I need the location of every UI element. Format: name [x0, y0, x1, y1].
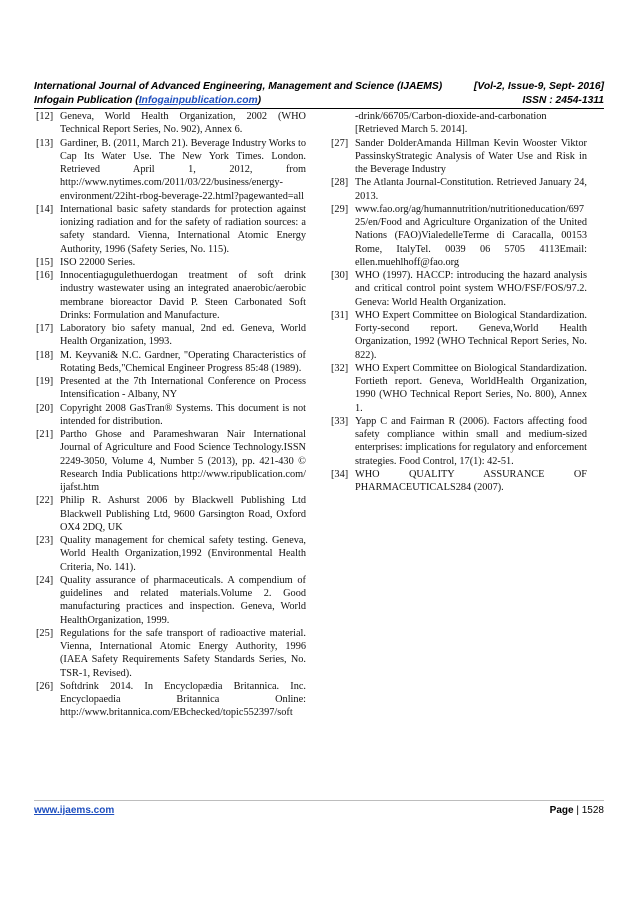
reference-number: [31]	[331, 309, 349, 321]
reference-text: WHO Expert Committee on Biological Standardization. Forty-second report. Geneva,World Health Organization, 1992 (WHO Technical Report Series, No. 822).	[355, 309, 587, 361]
reference-number: [18]	[36, 349, 54, 361]
reference-text: Quality management for chemical safety testing. Geneva, World Health Organization,1992 (Environmental Health Criteria, No. 141).	[60, 535, 306, 573]
reference-number: [21]	[36, 429, 54, 440]
reference-item	[36, 627, 306, 680]
reference-number: [14]	[36, 203, 54, 215]
page-indicator: Page | 1528	[549, 805, 604, 816]
reference-item	[331, 415, 587, 468]
reference-item	[331, 203, 587, 269]
reference-item	[331, 176, 587, 203]
reference-item	[331, 269, 587, 309]
reference-text: Innocentiagugulethuerdogan treatment of soft drink industry wastewater using an integrated anaerobic/aerobic membrane bioreactor David P. Steen Carbonated Soft Drinks: Formulation and Manufacture.	[60, 270, 306, 321]
reference-number: [27]	[331, 137, 349, 149]
reference-number: [25]	[36, 627, 54, 639]
reference-item	[36, 110, 306, 137]
reference-item	[36, 137, 306, 203]
reference-item	[36, 402, 306, 429]
reference-text: Quality assurance of pharmaceuticals. A compendium of guidelines and related materials.Volume 2. Good manufacturing practices and inspection. Geneva, World HealthOrganization, 1999.	[60, 574, 306, 626]
reference-text: WHO (1997). HACCP: introducing the hazard analysis and critical control point system WHO/FSF/FOS/97.2. Geneva: World Health Organization.	[355, 270, 587, 308]
reference-item	[331, 468, 587, 495]
reference-continuation: -drink/66705/Carbon-dioxide-and-carbonation [Retrieved March 5. 2014].	[355, 111, 547, 136]
header-line-2	[34, 94, 604, 108]
reference-number: [20]	[36, 402, 54, 414]
reference-item	[36, 322, 306, 349]
publisher: Infogain Publication (Infogainpublication.com)	[34, 94, 262, 106]
header-line-1	[34, 80, 604, 94]
reference-number: [23]	[36, 535, 54, 546]
reference-item	[36, 203, 306, 256]
reference-number: [13]	[36, 137, 54, 149]
reference-item	[36, 574, 306, 627]
reference-text: Partho Ghose and Parameshwaran Nair International Journal of Agriculture and Food Science Technology.ISSN 2249-3050, Volume 4, Number 5 (2013), pp. 421-430 © Research India Publications http://www.ripublication.com/ ijafst.htm	[60, 429, 306, 493]
reference-number: [19]	[36, 376, 54, 387]
website-link[interactable]: www.ijaems.com	[34, 805, 115, 816]
reference-text: The Atlanta Journal-Constitution. Retrieved January 24, 2013.	[355, 177, 587, 202]
reference-item	[36, 349, 306, 376]
journal-title: International Journal of Advanced Engineering, Management and Science (IJAEMS)	[34, 81, 443, 92]
reference-number: [22]	[36, 495, 54, 507]
reference-number: [30]	[331, 270, 349, 281]
reference-number: [28]	[331, 177, 349, 189]
volume-issue: [Vol-2, Issue-9, Sept- 2016]	[473, 81, 604, 92]
reference-text: ISO 22000 Series.	[60, 256, 136, 268]
reference-number: [34]	[331, 468, 349, 480]
publisher-link[interactable]: Infogainpublication.com	[138, 94, 258, 106]
right-column	[331, 110, 587, 494]
footer-rule	[34, 800, 604, 801]
reference-number: [15]	[36, 256, 54, 268]
reference-text: M. Keyvani& N.C. Gardner, "Operating Characteristics of Rotating Beds,"Chemical Engineer Progress 85:48 (1989).	[60, 349, 306, 374]
reference-text: WHO Expert Committee on Biological Standardization. Fortieth report. Geneva, WorldHealth Organization, 1990 (WHO Technical Report Series, No. 800), Annex 1.	[355, 362, 587, 414]
reference-text: Laboratory bio safety manual, 2nd ed. Geneva, World Health Organization, 1993.	[60, 323, 306, 348]
reference-text: Yapp C and Fairman R (2006). Factors affecting food safety compliance within small and medium-sized enterprises: implications for regulatory and enforcement strategies. Food Control, 17(1): 42-51.	[355, 415, 587, 467]
reference-text: Sander DolderAmanda Hillman Kevin Wooster Viktor PassinskyStrategic Analysis of Water Use and Risk in the Beverage Industry	[355, 137, 587, 175]
reference-item	[36, 256, 306, 269]
left-column	[36, 110, 306, 720]
reference-number: [33]	[331, 415, 349, 427]
reference-text: Softdrink 2014. In Encyclopædia Britannica. Inc. Encyclopaedia Britannica Online: http://www.britannica.com/EBchecked/topic552397/soft	[60, 680, 306, 719]
header-rule	[34, 108, 604, 109]
page-number: 1528	[581, 805, 604, 816]
reference-number: [29]	[331, 203, 349, 215]
reference-item	[331, 362, 587, 415]
reference-text: International basic safety standards for protection against ionizing radiation and for the safety of radiation sources: a safety standard. Vienna, International Atomic Energy Authority, 1996 (Safety Series, No. 115).	[60, 203, 306, 255]
reference-number: [32]	[331, 362, 349, 374]
reference-item	[36, 428, 306, 494]
reference-text: Gardiner, B. (2011, March 21). Beverage Industry Works to Cap Its Water Use. The New York Times. London. Retrieved April 1, 2012, from http://www.nytimes.com/2011/03/22/business/energy-environment/22iht-rbog-beverage-22.html?pagewanted=all	[60, 137, 306, 202]
reference-item	[331, 137, 587, 177]
issn: ISSN : 2454-1311	[522, 94, 604, 106]
reference-text: Geneva, World Health Organization, 2002 (WHO Technical Report Series, No. 902), Annex 6.	[60, 111, 306, 136]
reference-text: Copyright 2008 GasTran® Systems. This document is not intended for distribution.	[60, 402, 306, 427]
reference-number: [26]	[36, 680, 54, 692]
reference-text: www.fao.org/ag/humannutrition/nutritioneducation/697 25/en/Food and Agriculture Organization of the United Nations (FAO)VialedelleTerme di Caracalla, 00153 Rome, ItalyTel. 0039 06 5705 4113Email: ellen.muehlhoff@fao.org	[355, 203, 587, 268]
reference-text: Philip R. Ashurst 2006 by Blackwell Publishing Ltd Blackwell Publishing Ltd, 9600 Garsington Road, Oxford OX4 2DQ, UK	[60, 495, 306, 533]
reference-item	[36, 680, 306, 720]
reference-number: [17]	[36, 323, 54, 334]
reference-number: [16]	[36, 270, 54, 281]
reference-item	[36, 269, 306, 322]
reference-number: [12]	[36, 111, 54, 122]
reference-text: Presented at the 7th International Conference on Process Intensification - Albany, NY	[60, 376, 306, 401]
page-footer	[34, 804, 604, 817]
reference-item	[36, 534, 306, 574]
reference-item	[331, 309, 587, 362]
reference-item	[36, 494, 306, 534]
reference-text: Regulations for the safe transport of radioactive material. Vienna, International Atomic Energy Authority, 1996 (IAEA Safety Requirements Safety Standards Series, No. TSR-1, Revised).	[60, 627, 306, 679]
page-header	[34, 80, 604, 107]
reference-number: [24]	[36, 574, 54, 586]
reference-item	[36, 375, 306, 402]
reference-text: WHO QUALITY ASSURANCE OF PHARMACEUTICALS284 (2007).	[355, 468, 587, 493]
